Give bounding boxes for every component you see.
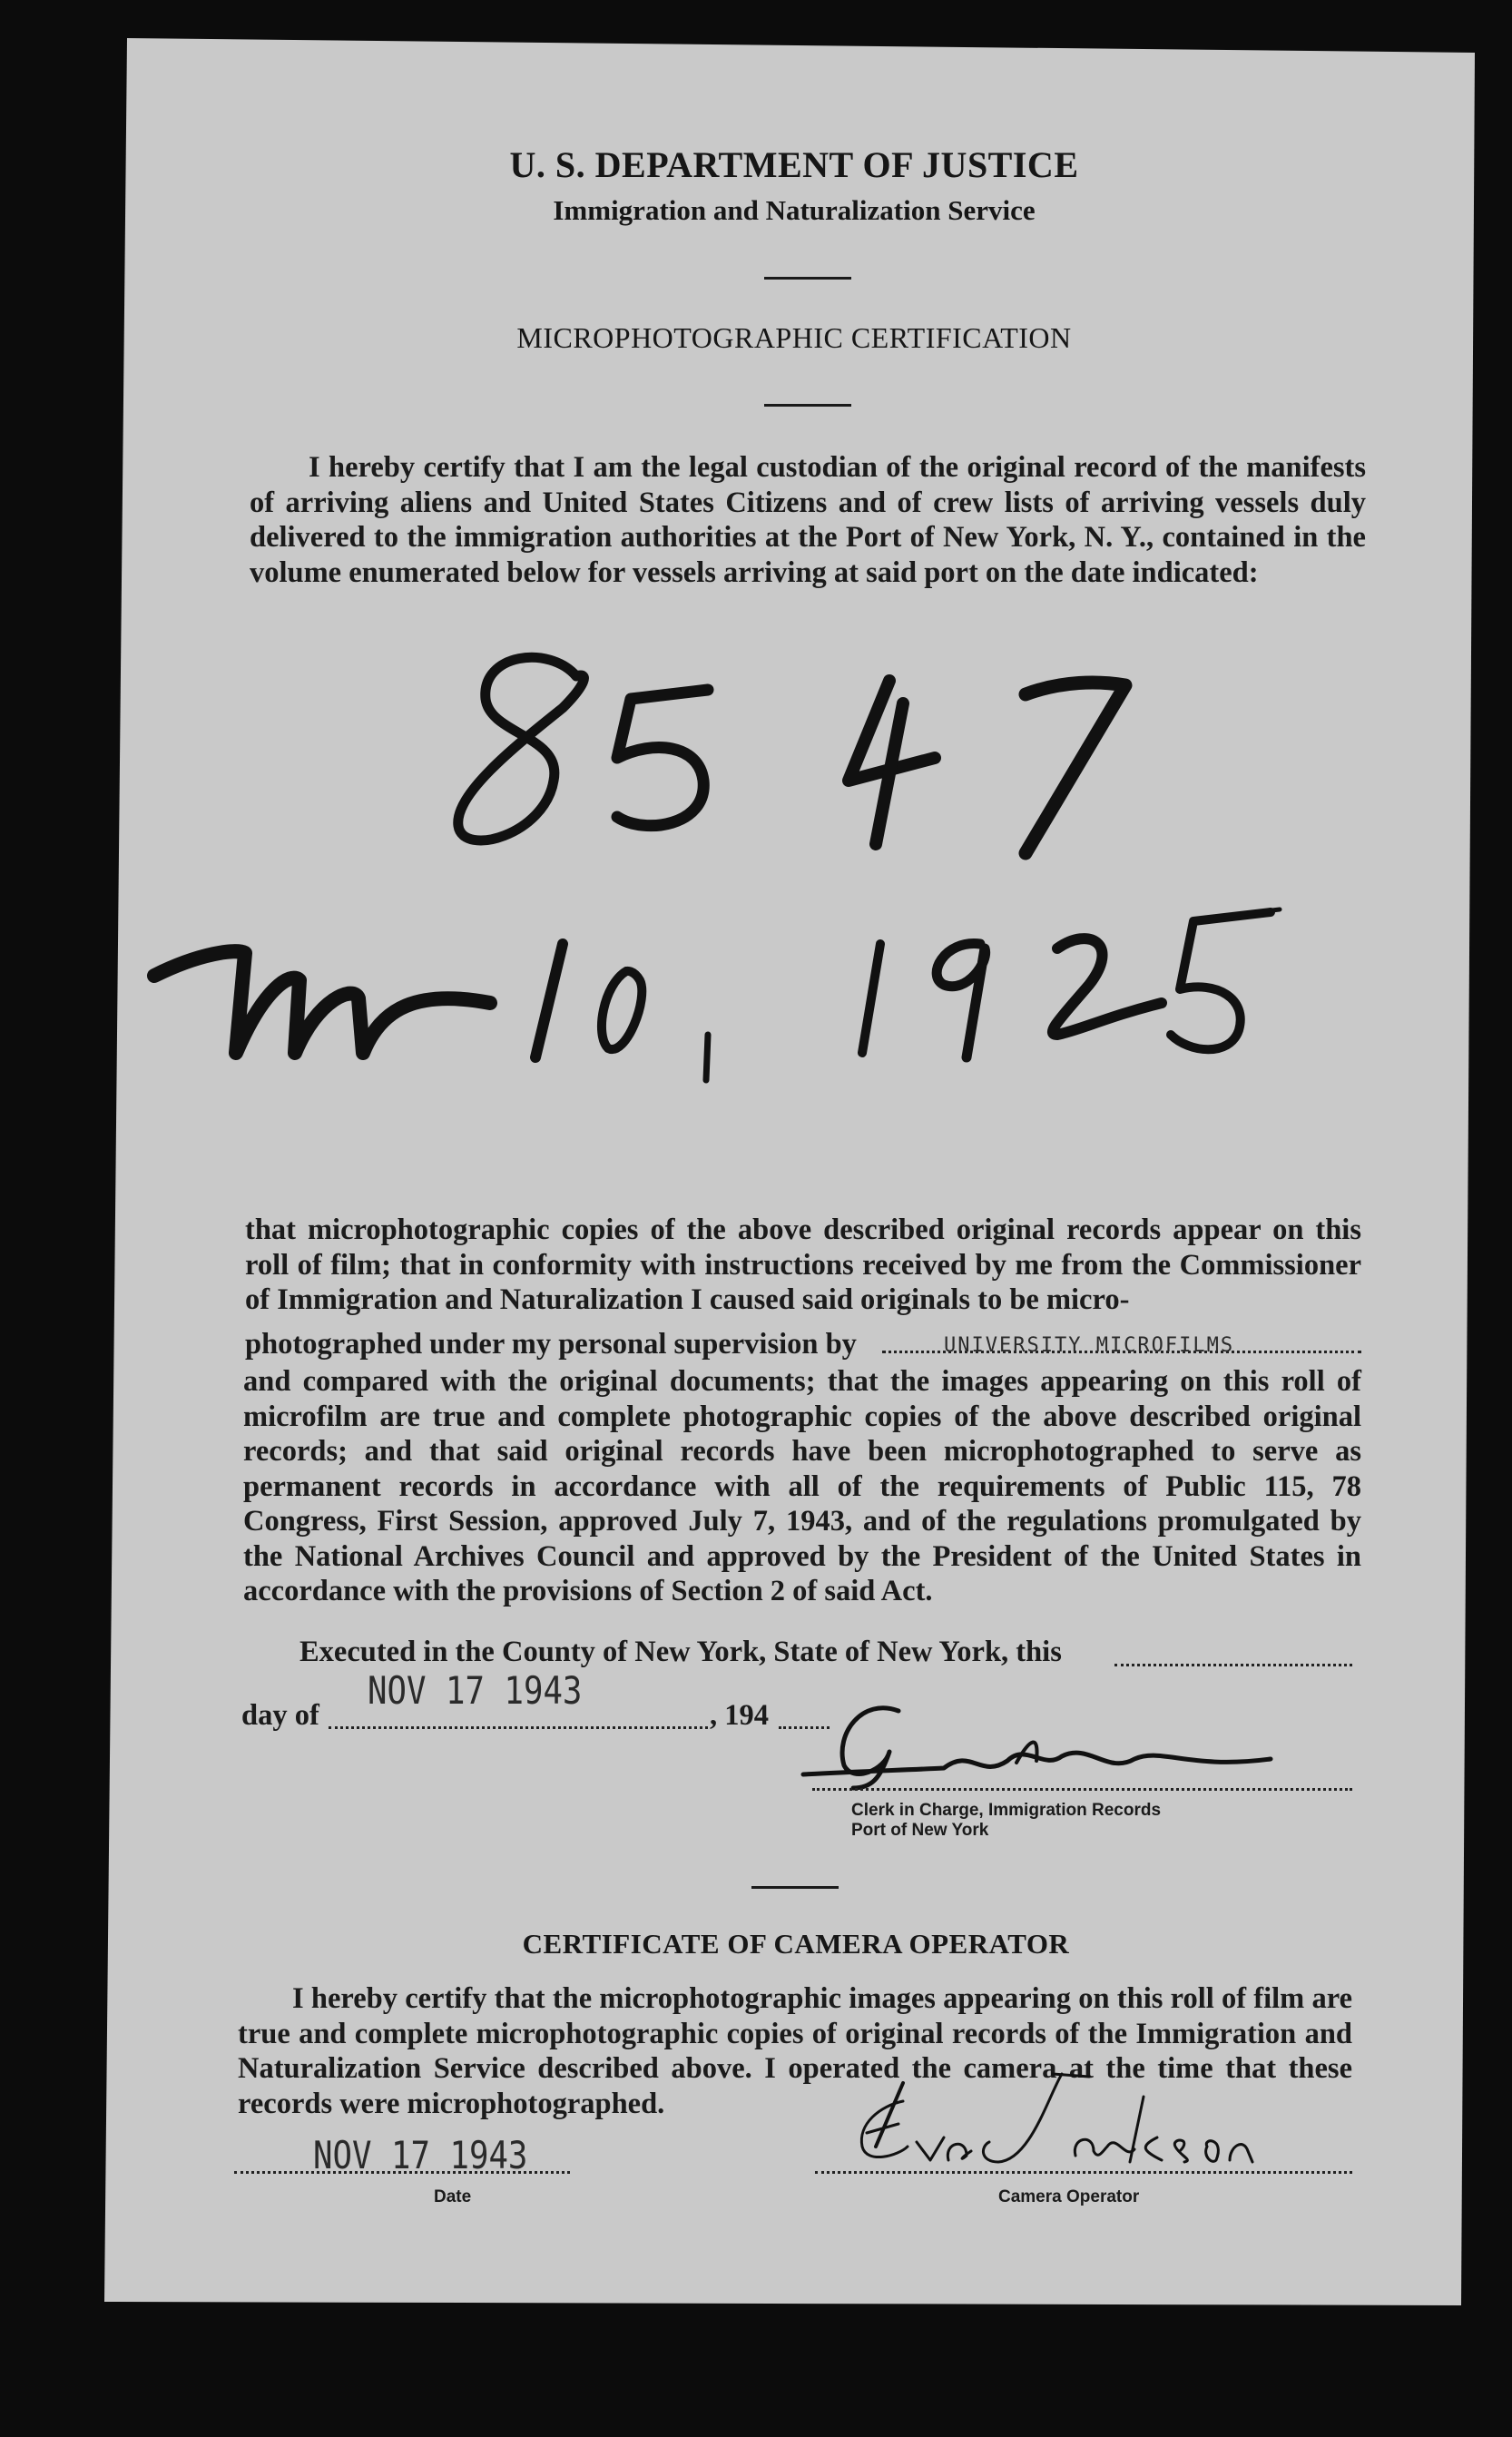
department-heading: U. S. DEPARTMENT OF JUSTICE — [509, 144, 1079, 185]
day-of-label: day of — [241, 1699, 319, 1732]
service-subheading: Immigration and Naturalization Service — [553, 194, 1036, 226]
supervision-paragraph: that microphotographic copies of the above described original records appear on this roll of film; that in conformity with instructions received by me from the Commissioner of Immigration and Naturalization I caused said originals to be micro- — [245, 1214, 1361, 1316]
dotted-line — [815, 2171, 1352, 2174]
dotted-line — [1114, 1664, 1352, 1666]
signer-title-line1: Clerk in Charge, Immigration Records — [851, 1801, 1162, 1820]
form-title: MICROPHOTOGRAPHIC CERTIFICATION — [516, 321, 1072, 354]
camera-date-stamp: NOV 17 1943 — [313, 2133, 528, 2177]
divider — [751, 1886, 839, 1889]
signer-title-line2: Port of New York — [851, 1821, 989, 1840]
dotted-line — [812, 1788, 1352, 1791]
camera-operator-label: Camera Operator — [998, 2187, 1140, 2206]
clerk-signature-graphic — [799, 1697, 1289, 1797]
execution-date-stamp: NOV 17 1943 — [368, 1668, 583, 1713]
microfilm-company-stamp: UNIVERSITY MICROFILMS — [944, 1334, 1235, 1357]
dotted-line — [329, 1726, 708, 1729]
camera-certificate-heading: CERTIFICATE OF CAMERA OPERATOR — [522, 1928, 1070, 1960]
handwritten-arrival-date — [145, 899, 1352, 1107]
divider — [764, 404, 851, 407]
compliance-paragraph: and compared with the original documents; that the images appearing on this roll of microfilm are true and complete photographic copies of the above described original records; and that said original records have been microphotographed to serve as permanent records in accordance with all of the requirements of Public 115, 78 Congress, First Session, approved July 7, 1943, and of the regulations promulgated by the National Archives Council and approved by the President of the United States in accordance with the provisions of Section 2 of said Act. — [243, 1365, 1361, 1607]
custodian-paragraph: I hereby certify that I am the legal custodian of the original record of the manifests of arriving aliens and United States Citizens and of crew lists of arriving vessels duly delivered to the immigration authorities at the Port of New York, N. Y., contained in the volume enumerated below for vessels arriving at said port on the date indicated: — [250, 451, 1366, 589]
supervision-lead: photographed under my personal supervision by — [245, 1328, 857, 1361]
handwritten-volume-number — [427, 635, 1153, 880]
year-prefix: , 194 — [710, 1699, 769, 1732]
date-label: Date — [434, 2187, 472, 2206]
divider — [764, 277, 851, 280]
executed-text: Executed in the County of New York, State of New York, this — [299, 1636, 1062, 1668]
operator-signature-graphic — [844, 2060, 1271, 2178]
camera-certificate-paragraph: I hereby certify that the microphotographic images appearing on this roll of film are true and complete microphotographic copies of original records of the Immigration and Naturalization Service described above. I operated the camera at the time that these records were microphotographed. — [238, 1982, 1352, 2120]
